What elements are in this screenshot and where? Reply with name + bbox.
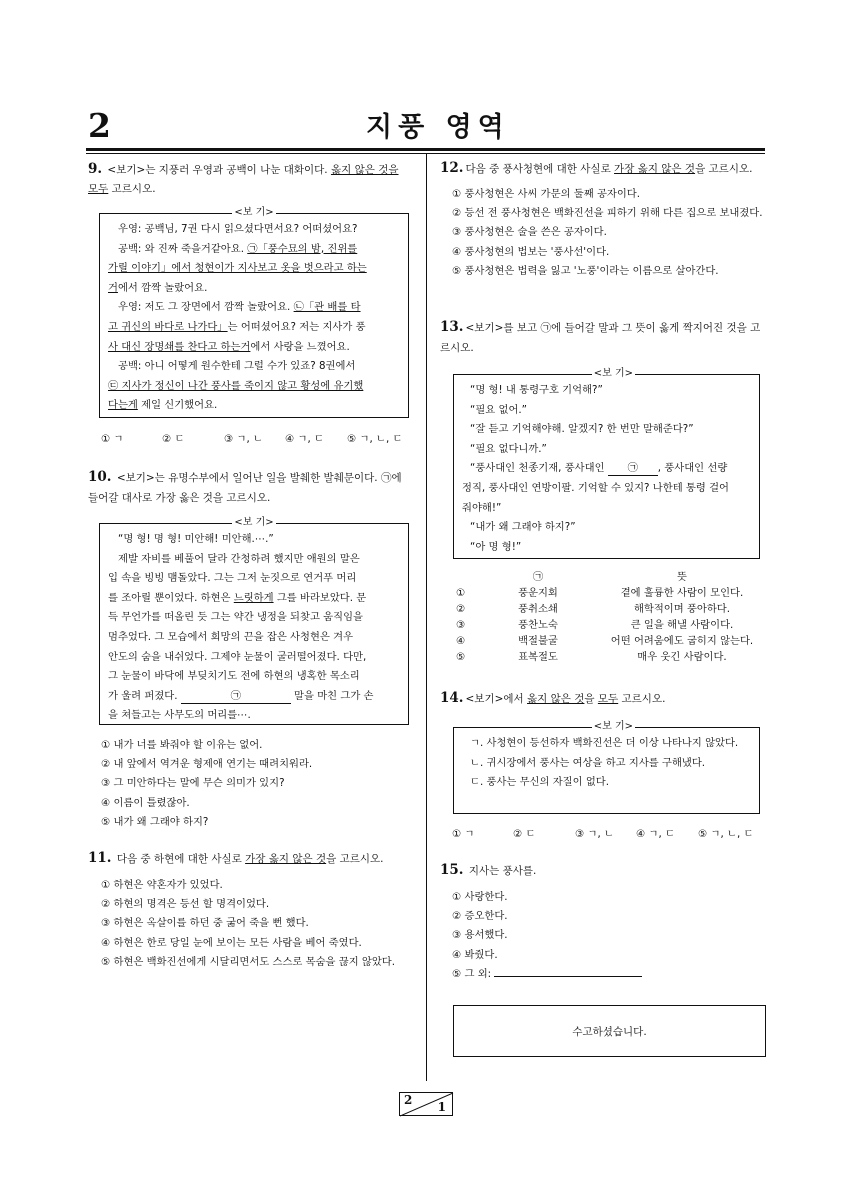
page-title: 지풍 영역 xyxy=(366,112,510,143)
choice-5[interactable]: ⑤ 그 외: xyxy=(452,965,766,984)
choice-3[interactable]: ③ 풍사청현은 술을 쓴은 공자이다. xyxy=(452,226,607,239)
question-number: 10. xyxy=(88,469,112,485)
q15-choices xyxy=(452,888,766,984)
choice-2[interactable]: ② 풍취소쇄 해학적이며 풍아하다. xyxy=(456,603,731,615)
dialogue-line: 사 대신 장명쇄를 찬다고 하는거에서 사랑을 느꼈어요. xyxy=(108,340,350,353)
dialogue-line: 거에서 깜짝 놀랐어요. xyxy=(108,281,208,294)
box-label: <보 기> xyxy=(454,366,759,382)
dialogue-line: “내가 왜 그래야 하지?” xyxy=(470,521,576,534)
choice-1[interactable]: ① 하현은 약혼자가 있었다. xyxy=(101,879,223,891)
choice-3[interactable]: ③ 하현은 옥살이를 하던 중 굶어 죽을 뻔 했다. xyxy=(101,917,309,930)
total-pages: 1 xyxy=(437,1100,446,1114)
box-label: <보 기> xyxy=(454,719,759,735)
choice-4[interactable]: ④ ㄱ, ㄷ xyxy=(636,828,675,840)
passage-line: 제발 자비를 베풀어 달라 간청하려 했지만 애원의 말은 xyxy=(118,552,360,565)
box-label: <보 기> xyxy=(100,515,408,531)
dialogue-line: 우영: 저도 그 장면에서 깜짝 놀랐어요. ㉡「관 배를 타 xyxy=(118,301,361,314)
dialogue-line: 우영: 공백님, 7권 다시 읽으셨다면서요? 어떠셨어요? xyxy=(118,223,358,235)
closing-message-box xyxy=(453,1005,766,1057)
choice-1[interactable]: ① 사랑한다. xyxy=(452,891,508,903)
question-stem: 고르시오. xyxy=(618,693,666,705)
choice-1[interactable]: ① 내가 너를 봐줘야 할 이유는 없어. xyxy=(101,739,263,751)
dialogue-line: “풍사대인 천종기재, 풍사대인 ㉠ , 풍사대인 선량 xyxy=(470,462,728,475)
question-9 xyxy=(88,160,413,199)
choice-5[interactable]: ⑤ 하현은 백화진선에게 시달리면서도 스스로 목숨을 끊지 않았다. xyxy=(101,955,396,968)
q9-reference-box xyxy=(99,207,409,418)
choice-4[interactable]: ④ ㄱ, ㄷ xyxy=(285,433,324,445)
dialogue-line: 공백: 와 진짜 죽을거같아요. ㉠「풍수묘의 밤, 진위를 xyxy=(118,242,358,255)
passage-line: 가 울려 퍼졌다. ㉠ 말을 마친 그가 손 xyxy=(108,689,374,702)
question-stem: <보기>에서 xyxy=(465,693,528,705)
choice-2[interactable]: ② 내 앞에서 역겨운 형제애 연기는 때려치워라. xyxy=(101,758,313,771)
choice-5[interactable]: ⑤ 내가 왜 그래야 하지? xyxy=(101,815,209,828)
dialogue-line: 공백: 아니 어떻게 원수한테 그럴 수가 있죠? 8권에서 xyxy=(118,360,356,373)
choice-4[interactable]: ④ 봐줬다. xyxy=(452,948,498,961)
question-stem-emphasis: 모두 xyxy=(597,693,619,705)
q10-choices xyxy=(101,736,411,832)
question-stem: <보기>를 보고 ㉠에 들어갈 말과 그 뜻이 옳게 짝지어진 것을 고르시오. xyxy=(440,322,761,354)
statement-a: ㄱ. 사청현이 등선하자 백화진선은 더 이상 나타나지 않았다. xyxy=(470,737,739,749)
free-answer-line[interactable] xyxy=(494,976,642,977)
passage-line: 입 속을 빙빙 맴돌았다. 그는 그저 눈짓으로 연거푸 머리 xyxy=(108,572,357,585)
choice-2[interactable]: ② 등선 전 풍사청현은 백화진선을 피하기 위해 다른 집으로 보내졌다. xyxy=(452,207,763,220)
choice-3[interactable]: ③ 용서했다. xyxy=(452,929,508,942)
dialogue-line: 정직, 풍사대인 연방이팔. 기억할 수 있지? 나한테 통령 걸어 xyxy=(462,481,729,494)
choice-1[interactable]: ① 풍사청현은 사씨 가문의 둘째 공자이다. xyxy=(452,188,641,200)
choice-1[interactable]: ① ㄱ xyxy=(101,433,124,445)
passage-line: 안도의 숨을 내쉬었다. 그제야 눈물이 굴러떨어졌다. 다만, xyxy=(108,650,367,663)
question-11 xyxy=(88,848,413,869)
dialogue-line: “필요 없어.” xyxy=(470,403,528,416)
passage-line: 를 조아릴 뿐이었다. 하현은 느릿하게 그를 바라보았다. 문 xyxy=(108,591,367,604)
question-stem-emphasis: 가장 옳지 않은 것 xyxy=(245,853,327,865)
question-stem: 다음 중 풍사청현에 대한 사실로 xyxy=(465,163,615,175)
passage-line: 그 눈물이 바닥에 부딪치기도 전에 하현의 냉혹한 목소리 xyxy=(108,670,360,683)
answer-blank: ㉠ xyxy=(181,689,291,704)
closing-message: 수고하셨습니다. xyxy=(572,1025,647,1038)
dialogue-line: 다는게 제일 신기했어요. xyxy=(108,399,218,412)
question-stem-emphasis: 옳지 않은 것 xyxy=(527,693,585,705)
choice-4[interactable]: ④ 풍사청현의 법보는 '풍사선'이다. xyxy=(452,245,610,258)
dialogue-line: 고 귀신의 바다로 나가다」는 어떠셨어요? 저는 지사가 풍 xyxy=(108,320,366,333)
passage-line: 득 무언가를 떠올린 듯 그는 약간 냉정을 되찾고 움직임을 xyxy=(108,611,363,624)
question-stem: 을 고르시오. xyxy=(695,163,753,175)
table-header: ㉠ 뜻 xyxy=(532,571,687,583)
question-stem: 을 고르시오. xyxy=(326,853,384,865)
current-page: 2 xyxy=(404,1093,413,1107)
choice-4[interactable]: ④ 하현은 한로 당일 눈에 보이는 모든 사람을 베어 죽였다. xyxy=(101,936,362,949)
question-stem-emphasis: 옳지 않은 것을 xyxy=(330,164,399,176)
passage-line: 을 쳐들고는 사무도의 머리를⋯. xyxy=(108,709,251,722)
question-stem: <보기>는 지풍러 우영과 공백이 나눈 대화이다. xyxy=(104,164,331,176)
dialogue-line: “아 명 형!” xyxy=(470,540,522,553)
choice-3[interactable]: ③ 풍찬노숙 큰 일을 해낼 사람이다. xyxy=(456,619,734,631)
choice-2[interactable]: ② 증오한다. xyxy=(452,910,508,923)
question-stem: 다음 중 하현에 대한 사실로 xyxy=(113,853,246,865)
q12-choices xyxy=(452,185,766,281)
q9-choices xyxy=(101,430,402,445)
question-15 xyxy=(440,860,766,881)
choice-1[interactable]: ① 풍운지회 곁에 훌륭한 사람이 모인다. xyxy=(456,587,744,599)
choice-4[interactable]: ④ 이름이 틀렸잖아. xyxy=(101,796,190,809)
choice-3[interactable]: ③ ㄱ, ㄴ xyxy=(575,828,614,840)
choice-5[interactable]: ⑤ ㄱ, ㄴ, ㄷ xyxy=(347,433,403,445)
question-number: 13. xyxy=(440,319,464,335)
q13-reference-box xyxy=(453,368,760,559)
passage-line: 멈추었다. 그 모습에서 희망의 끈을 잡은 사청현은 겨우 xyxy=(108,630,354,643)
dialogue-line: “필요 없다니까.” xyxy=(470,442,547,455)
choice-5[interactable]: ⑤ ㄱ, ㄴ, ㄷ xyxy=(698,828,754,840)
question-stem: 을 xyxy=(584,693,598,705)
question-12 xyxy=(440,158,766,179)
question-number: 14. xyxy=(440,690,464,706)
answer-blank: ㉠ xyxy=(608,461,658,476)
question-number: 9. xyxy=(88,161,103,177)
question-stem: 고르시오. xyxy=(108,183,156,195)
q11-choices xyxy=(101,876,413,972)
question-number: 15. xyxy=(440,862,464,878)
statement-c: ㄷ. 풍사는 무신의 자질이 없다. xyxy=(470,776,609,789)
question-stem-emphasis: 모두 xyxy=(88,183,109,195)
choice-3[interactable]: ③ ㄱ, ㄴ xyxy=(224,433,263,445)
q14-reference-box xyxy=(453,721,760,814)
question-number: 11. xyxy=(88,850,112,866)
question-10 xyxy=(88,467,413,508)
choice-2[interactable]: ② ㄷ xyxy=(513,828,536,840)
choice-1[interactable]: ① ㄱ xyxy=(452,828,475,840)
choice-2[interactable]: ② ㄷ xyxy=(162,433,185,445)
dialogue-line: 가릴 이야기」에서 청현이가 지사보고 옷을 벗으라고 하는 xyxy=(108,262,367,275)
question-number: 12. xyxy=(440,160,464,176)
dialogue-line: “명 형! 내 통령구호 기억해?” xyxy=(470,384,603,396)
page-indicator xyxy=(399,1092,453,1116)
question-stem-emphasis: 가장 옳지 않은 것 xyxy=(614,163,696,175)
question-stem: <보기>는 유명수부에서 일어난 일을 발췌한 발췌문이다. ㉠에 들어갈 대사로 가장 옳은 것을 고르시오. xyxy=(88,472,402,504)
choice-5[interactable]: ⑤ 풍사청현은 법력을 잃고 '노풍'이라는 이름으로 살아간다. xyxy=(452,264,719,277)
choice-2[interactable]: ② 하현의 명격은 등선 할 명격이었다. xyxy=(101,898,270,911)
q14-choices xyxy=(452,825,753,840)
column-divider xyxy=(426,154,427,1081)
choice-4[interactable]: ④ 백절불굴 어떤 어려움에도 굽히지 않는다. xyxy=(456,635,754,647)
dialogue-line: 줘야해!” xyxy=(462,501,502,514)
q13-answer-table xyxy=(456,569,770,665)
q10-reference-box xyxy=(99,517,409,725)
question-13 xyxy=(440,317,766,358)
page-number: 2 xyxy=(88,106,111,145)
dialogue-line: ㉢ 지사가 정신이 나간 풍사를 죽이지 않고 황성에 유기했 xyxy=(108,379,364,392)
question-14 xyxy=(440,688,766,709)
choice-5[interactable]: ⑤ 표복절도 매우 웃긴 사람이다. xyxy=(456,651,727,663)
passage-line: “명 형! 명 형! 미안해! 미안해.⋯.” xyxy=(118,533,274,545)
header-rule xyxy=(86,148,765,151)
question-stem: 지사는 풍사를. xyxy=(465,865,537,877)
choice-3[interactable]: ③ 그 미안하다는 말에 무슨 의미가 있지? xyxy=(101,777,285,790)
box-label: <보 기> xyxy=(100,205,408,221)
statement-b: ㄴ. 귀시장에서 풍사는 여상을 하고 지사를 구해냈다. xyxy=(470,756,706,769)
dialogue-line: “잘 듣고 기억해야해. 알겠지? 한 번만 말해준다?” xyxy=(470,423,694,436)
